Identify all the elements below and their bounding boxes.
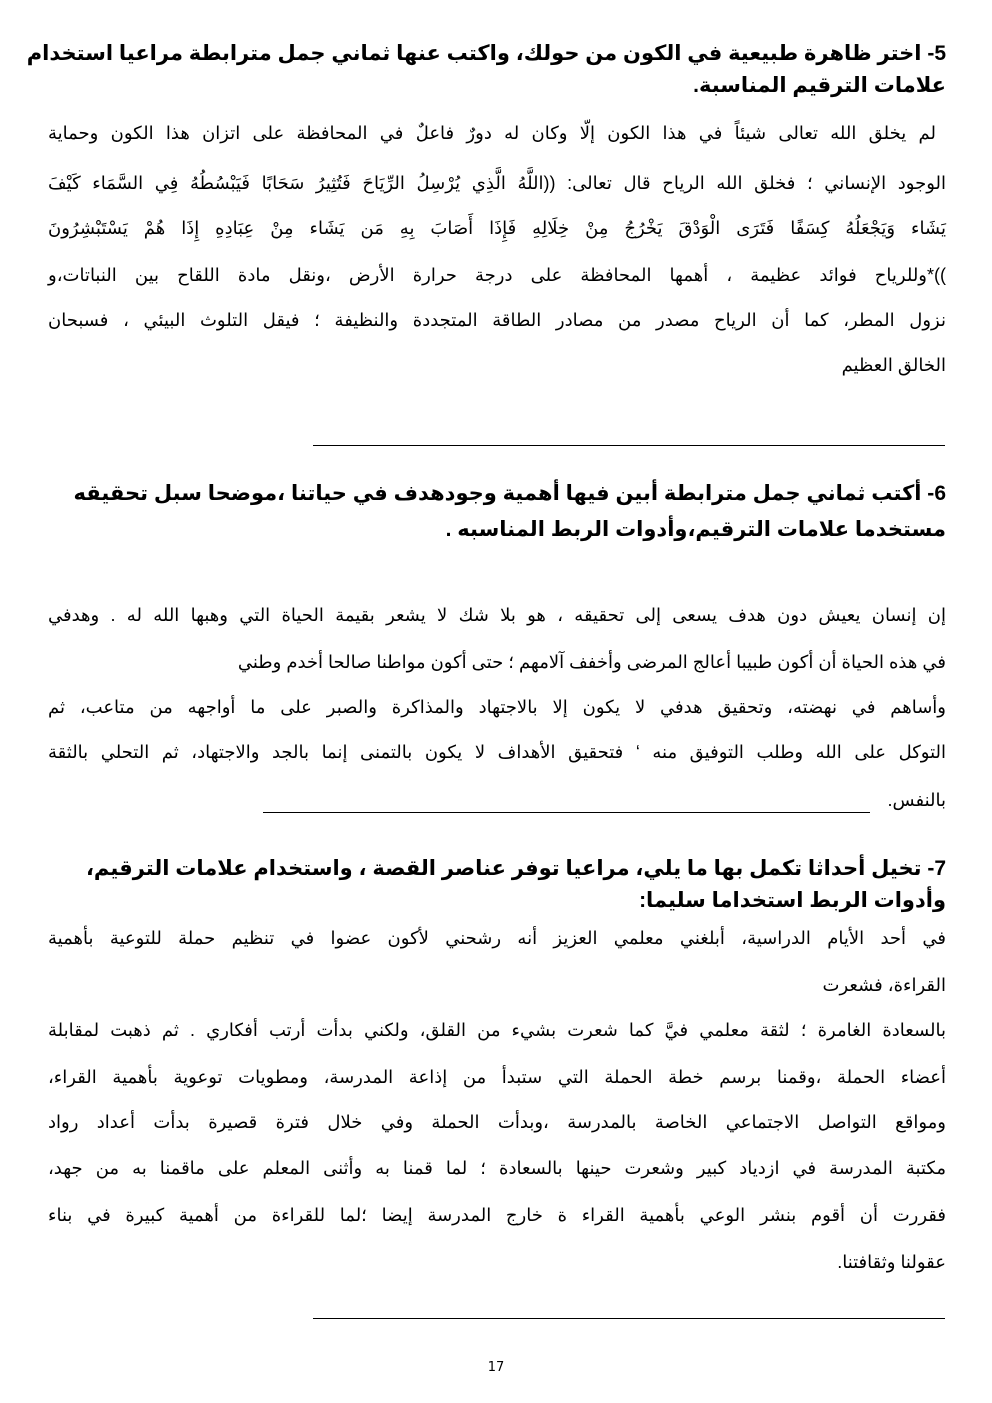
- q7-heading-line-1: 7- تخيل أحداثا تكمل بها ما يلي، مراعيا توفر عناصر القصة ، واستخدام علامات الترقيم،: [85, 857, 946, 880]
- answer-rule: [313, 1318, 945, 1319]
- q7-body-line: عقولنا وثقافتنا.: [837, 1252, 946, 1272]
- q5-heading-line-2: علامات الترقيم المناسبة.: [693, 74, 946, 97]
- q7-body-line: مكتبة المدرسة في ازدياد كبير وشعرت حينها بالسعادة ؛ لما قمنا به وأثنى المعلم على ماقمنا به من جهد،: [48, 1158, 946, 1178]
- q7-body-line: القراءة، فشعرت: [822, 975, 946, 995]
- q5-body-line: يَشَاء وَيَجْعَلُهُ كِسَفًا فَتَرَى الْوَدْقَ يَخْرُجُ مِنْ خِلَالِهِ فَإِذَا أَصَابَ بِهِ مَن يَشَاء مِنْ عِبَادِهِ إِذَا هُمْ يَسْتَبْشِرُونَ: [48, 218, 946, 238]
- q5-body-line: ))*وللرياح فوائد عظيمة ، أهمها المحافظة على درجة حرارة الأرض ،ونقل مادة اللقاح بين النباتات،و: [48, 265, 946, 285]
- q7-body-line: بالسعادة الغامرة ؛ لثقة معلمي فيَّ كما شعرت بشيء من القلق، ولكني بدأت أرتب أفكاري . ثم ذهبت لمقابلة: [48, 1020, 946, 1040]
- q6-body-line: في هذه الحياة أن أكون طبيبا أعالج المرضى وأخفف آلامهم ؛ حتى أكون مواطنا صالحا أخدم وطني: [237, 652, 946, 672]
- q5-body-line: الوجود الإنساني ؛ فخلق الله الرياح قال تعالى: ((اللَّهُ الَّذِي يُرْسِلُ الرِّيَاحَ فَتُثِيرُ سَحَابًا فَيَبْسُطُهُ فِي السَّمَاء كَيْفَ: [48, 173, 946, 193]
- q6-heading-line-1: 6- أكتب ثماني جمل مترابطة أبين فيها أهمية وجودهدف في حياتنا ،موضحا سبل تحقيقه: [73, 482, 946, 505]
- q7-body-line: فقررت أن أقوم بنشر الوعي بأهمية القراء ة خارج المدرسة إيضا ؛لما للقراءة من أهمية كبيرة في بناء: [48, 1205, 947, 1225]
- q7-body-line: أعضاء الحملة ،وقمنا برسم خطة الحملة التي ستبدأ من إذاعة المدرسة، ومطويات توعوية بأهمية القراء،: [48, 1067, 946, 1087]
- q7-body-line: في أحد الأيام الدراسية، أبلغني معلمي العزيز أنه رشحني لأكون عضوا في تنظيم حملة للتوعية بأهمية: [48, 928, 946, 948]
- q7-body-line: ومواقع التواصل الاجتماعي الخاصة بالمدرسة ،وبدأت الحملة وفي خلال فترة قصيرة بدأت أعداد رواد: [48, 1112, 946, 1132]
- q5-body-line: الخالق العظيم: [841, 355, 946, 375]
- answer-rule: [313, 445, 945, 446]
- q5-body-line: نزول المطر، كما أن الرياح مصدر من مصادر الطاقة المتجددة والنظيفة ؛ فيقل التلوث البيئي ، فسبحان: [48, 310, 946, 330]
- q6-body-line: بالنفس.: [887, 790, 946, 810]
- q6-body-line: وأساهم في نهضته، وتحقيق هدفي لا يكون إلا بالاجتهاد والمذاكرة والصبر على ما أواجهه من متاعب، ثم: [48, 697, 946, 717]
- q5-heading-line-1: 5- اختر ظاهرة طبيعية في الكون من حولك، واكتب عنها ثماني جمل مترابطة مراعيا استخدام: [26, 42, 946, 65]
- q7-heading-line-2: وأدوات الربط استخداما سليما:: [639, 889, 946, 912]
- q6-heading-line-2: مستخدما علامات الترقيم،وأدوات الربط المناسبه .: [445, 518, 946, 541]
- page-number: 17: [487, 1360, 505, 1375]
- answer-rule: [263, 812, 870, 813]
- q6-body-line: إن إنسان يعيش دون هدف يسعى إلى تحقيقه ، هو بلا شك لا يشعر بقيمة الحياة التي وهبها الله له . وهدفي: [48, 605, 946, 625]
- q6-body-line: التوكل على الله وطلب التوفيق منه ‘ فتحقيق الأهداف لا يكون بالتمنى إنما بالجد والاجتهاد، ثم التحلي بالثقة: [48, 742, 946, 762]
- q5-body-line: لم يخلق الله تعالى شيئاً في هذا الكون إلّا وكان له دورٌ فاعلٌ في المحافظة على اتزان هذا الكون وحماية: [48, 123, 936, 143]
